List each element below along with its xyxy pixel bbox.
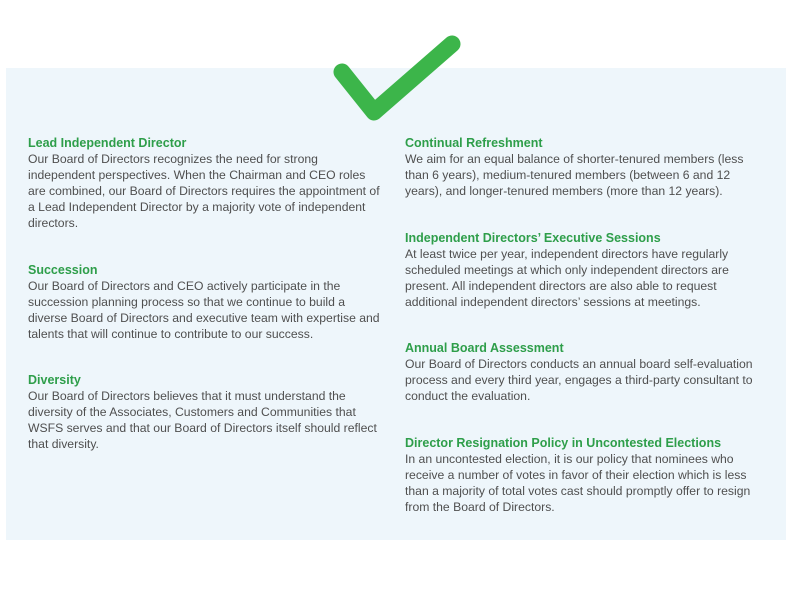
section-title: Lead Independent Director: [28, 136, 187, 150]
section-continual-refreshment: [405, 136, 770, 199]
section-title: Director Resignation Policy in Uncontested Elections: [405, 436, 722, 450]
section-annual-board-assessment: [405, 341, 770, 404]
section-body: In an uncontested election, it is our policy that nominees who receive a number of votes in favor of their election which is less than a majority of total votes cast should promptly offer to resign from the Board of Directors.: [405, 452, 751, 514]
section-body: Our Board of Directors believes that it must understand the diversity of the Associates, Customers and Communities that WSFS serves and that our Board of Directors itself should reflect that diversity.: [28, 389, 377, 451]
section-title: Continual Refreshment: [405, 136, 543, 150]
section-title: Annual Board Assessment: [405, 341, 564, 355]
section-diversity: [28, 373, 380, 452]
section-body: Our Board of Directors recognizes the need for strong independent perspectives. When the Chairman and CEO roles are combined, our Board of Directors requires the appointment of a Lead Independent Director by a majority vote of independent directors.: [28, 152, 380, 230]
section-title: Succession: [28, 263, 98, 277]
section-succession: [28, 263, 380, 342]
section-body: We aim for an equal balance of shorter-tenured members (less than 6 years), medium-tenured members (between 6 and 12 years), and longer-tenured members (more than 12 years).: [405, 152, 744, 198]
section-title: Independent Directors’ Executive Sessions: [405, 231, 661, 245]
checkmark-icon: [330, 32, 462, 128]
section-body: Our Board of Directors and CEO actively participate in the succession planning process so that we continue to build a diverse Board of Directors and executive team with expertise and talents that will continue to contribute to our success.: [28, 279, 380, 341]
section-director-resignation-policy: [405, 436, 770, 515]
section-executive-sessions: [405, 231, 770, 310]
section-title: Diversity: [28, 373, 81, 387]
section-lead-independent-director: [28, 136, 380, 231]
section-body: At least twice per year, independent directors have regularly scheduled meetings at which only independent directors are present. All independent directors are also able to request additional independent directors’ sessions at meetings.: [405, 247, 729, 309]
section-body: Our Board of Directors conducts an annual board self-evaluation process and every third year, engages a third-party consultant to conduct the evaluation.: [405, 357, 753, 403]
